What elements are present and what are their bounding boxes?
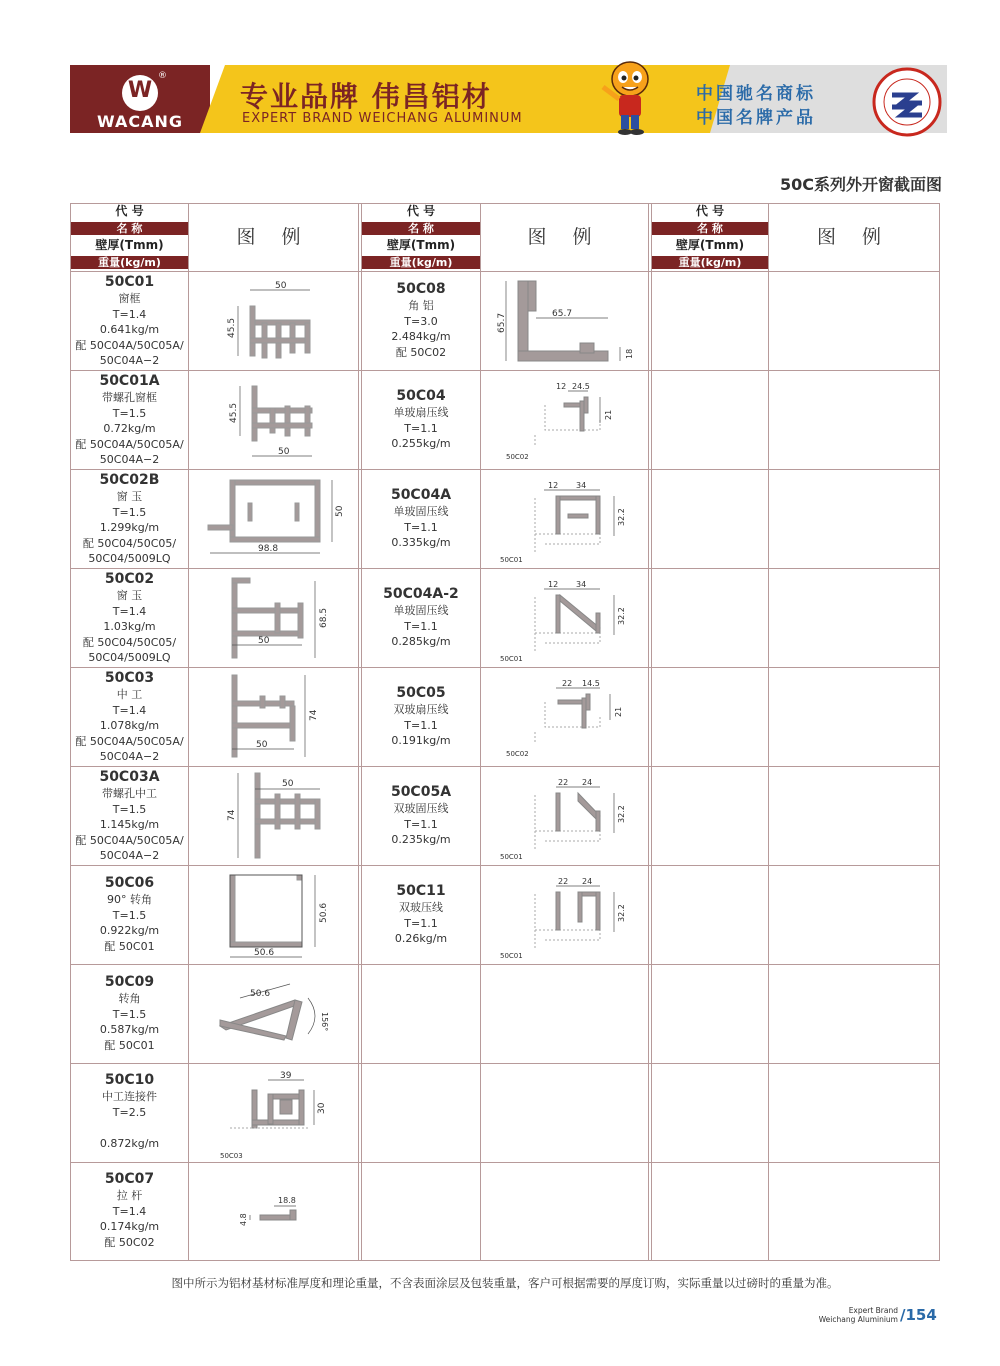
profile-code: 50C05A: [390, 784, 452, 800]
profile-thickness: T=3.0: [404, 314, 438, 328]
dimension-label: 18.8: [278, 1196, 296, 1205]
dimension-label: 50: [275, 281, 287, 291]
grid-line: [70, 1162, 940, 1163]
grid-line: [70, 964, 940, 965]
dimension-label: 50.6: [319, 902, 329, 923]
reference-label: 50C02: [506, 453, 529, 461]
profile-info-50C08: [362, 281, 480, 360]
dimension-label: 34: [576, 580, 587, 589]
dimension-label: 18: [625, 348, 634, 359]
profile-thickness: T=1.1: [404, 718, 438, 732]
profile-name: 带螺孔中工: [102, 787, 157, 800]
profile-drawing-50C10: [210, 1068, 350, 1160]
profile-drawing-50C05: [490, 672, 640, 764]
profile-match: 配 50C01: [104, 939, 155, 953]
profile-weight: 0.922kg/m: [99, 924, 160, 938]
profile-drawing-50C04A: [490, 474, 640, 566]
dimension-label: 50: [258, 636, 270, 646]
grid-line: [358, 203, 359, 1261]
dimension-label: 24: [582, 877, 593, 886]
profile-info-50C11: [362, 883, 480, 947]
profile-match: 配 50C02: [395, 345, 447, 359]
profile-name: 中工连接件: [102, 1090, 157, 1103]
profile-thickness: T=1.5: [112, 802, 147, 816]
header-banner: [70, 63, 947, 135]
profile-weight: 0.255kg/m: [391, 437, 451, 451]
profile-thickness: T=1.1: [404, 421, 438, 435]
profile-thickness: T=1.5: [112, 908, 147, 922]
profile-thickness: T=1.5: [112, 406, 147, 420]
profile-weight: 0.72kg/m: [103, 422, 156, 436]
profile-name: 双玻固压线: [393, 802, 449, 815]
dimension-label: 32.2: [617, 904, 626, 922]
header-code: 代 号: [695, 204, 725, 218]
profile-info-50C01A: [71, 373, 188, 468]
grid-line: [70, 469, 940, 470]
profile-name: 单玻固压线: [393, 604, 449, 617]
profile-thickness: T=1.4: [112, 703, 147, 717]
profile-drawing-50C03: [220, 671, 340, 763]
profile-code: 50C05: [396, 685, 446, 701]
profile-name: 窗 玉: [116, 589, 143, 602]
grid-line: [939, 203, 940, 1261]
profile-name: 窗框: [118, 292, 141, 305]
slogan-chinese: 专业品牌 伟昌铝材: [240, 80, 492, 113]
brand-logo-mark: W: [127, 78, 153, 103]
profile-thickness: T=1.4: [112, 307, 147, 321]
page-title: 50C系列外开窗截面图: [779, 175, 942, 194]
profile-match: 配 50C04A/50C05A/: [75, 833, 184, 847]
profile-match: 配 50C04A/50C05A/: [75, 338, 184, 352]
dimension-label: 50: [278, 447, 290, 457]
profile-match: 50C04A−2: [99, 750, 160, 764]
dimension-label: 50: [282, 779, 294, 789]
profile-weight: 1.078kg/m: [99, 719, 160, 733]
header-weight: 重量(kg/m): [362, 256, 480, 269]
profile-code: 50C04A-2: [383, 586, 459, 602]
dimension-label: 45.5: [227, 317, 237, 338]
profile-code: 50C03A: [99, 769, 160, 785]
dimension-label: 21: [614, 706, 623, 717]
profile-code: 50C09: [104, 974, 155, 990]
grid-line: [768, 203, 769, 1261]
profile-match: 50C04A−2: [99, 453, 160, 467]
profile-weight: 0.641kg/m: [99, 323, 160, 337]
profile-match: 配 50C04/50C05/: [82, 536, 177, 550]
profile-drawing-50C01: [220, 278, 330, 368]
profile-name: 单玻扇压线: [393, 406, 449, 419]
dimension-label: 4.8: [239, 1213, 248, 1226]
dimension-label: 34: [576, 481, 587, 490]
profile-info-50C05: [362, 685, 480, 749]
profile-info-50C04: [362, 388, 480, 452]
profile-thickness: T=1.1: [404, 916, 438, 930]
profile-match: 50C04A−2: [99, 354, 160, 368]
profile-match: 配 50C01: [104, 1038, 155, 1052]
profile-weight: 1.299kg/m: [99, 521, 160, 535]
dimension-label: 65.7: [552, 309, 573, 319]
profile-name: 窗 玉: [116, 490, 143, 503]
profile-weight: 0.285kg/m: [391, 635, 451, 649]
reference-label: 50C01: [500, 556, 523, 564]
dimension-label: 68.5: [319, 607, 329, 628]
registered-mark: ®: [158, 71, 167, 81]
grid-line: [70, 766, 940, 767]
profile-code: 50C04: [396, 388, 446, 404]
profile-info-50C03A: [71, 769, 188, 864]
profile-match: 50C04/5009LQ: [88, 651, 171, 665]
header-group-3: [652, 203, 768, 271]
dimension-label: 74: [227, 809, 237, 821]
dimension-label: 32.2: [617, 805, 626, 823]
dimension-label: 50.6: [254, 948, 275, 958]
dimension-label: 39: [280, 1071, 292, 1081]
profile-name: 90° 转角: [107, 893, 152, 906]
profile-code: 50C01A: [99, 373, 160, 389]
profile-code: 50C03: [104, 670, 155, 686]
profile-weight: 0.872kg/m: [99, 1136, 160, 1150]
grid-line: [648, 203, 649, 1261]
header-group-2: [362, 203, 480, 271]
grid-line: [651, 203, 652, 1261]
header-name: 名 称: [362, 222, 480, 235]
grid-line: [70, 667, 940, 668]
profile-code: 50C06: [104, 875, 155, 891]
dimension-label: 65.7: [497, 312, 507, 333]
profile-weight: 1.145kg/m: [99, 818, 160, 832]
profile-drawing-50C07: [230, 1188, 330, 1238]
profile-info-50C04A-2: [362, 586, 480, 650]
profile-weight: 0.587kg/m: [99, 1023, 160, 1037]
dimension-label: 14.5: [582, 679, 600, 688]
header-legend: 图 例: [527, 226, 602, 248]
header-name: 名 称: [71, 222, 188, 235]
profile-code: 50C01: [104, 274, 155, 290]
profile-drawing-50C04A-2: [490, 573, 640, 665]
dimension-label: 50: [256, 740, 268, 750]
profile-weight: 0.191kg/m: [391, 734, 451, 748]
profile-info-50C04A: [362, 487, 480, 551]
profile-code: 50C10: [104, 1072, 155, 1088]
grid-line: [188, 203, 189, 1261]
dimension-label: 21: [604, 409, 613, 420]
dimension-label: 50.6: [250, 989, 271, 999]
profile-info-50C02B: [71, 472, 188, 567]
profile-weight: 0.26kg/m: [394, 932, 448, 946]
profile-code: 50C11: [396, 883, 446, 899]
slogan-english: EXPERT BRAND WEICHANG ALUMINUM: [242, 111, 523, 126]
profile-drawing-50C01A: [220, 378, 330, 463]
profile-name: 双玻压线: [399, 901, 443, 914]
profile-match: 配 50C04/50C05/: [82, 635, 177, 649]
profile-thickness: T=1.1: [404, 520, 438, 534]
profile-drawing-50C02: [220, 573, 340, 665]
header-code: 代 号: [406, 204, 436, 218]
profile-match: 配 50C02: [104, 1235, 155, 1249]
dimension-label: 22: [562, 679, 573, 688]
profile-match: 配 50C04A/50C05A/: [75, 437, 184, 451]
dimension-label: 24: [582, 778, 593, 787]
profile-info-50C03: [71, 670, 188, 765]
profile-name: 单玻固压线: [393, 505, 449, 518]
profile-code: 50C02: [104, 571, 155, 587]
header-weight: 重量(kg/m): [652, 256, 768, 269]
profile-thickness: T=1.4: [112, 1204, 147, 1218]
profile-drawing-50C02B: [200, 475, 350, 565]
profile-info-50C07: [71, 1171, 188, 1250]
profile-match: 50C04A−2: [99, 849, 160, 863]
header-code: 代 号: [115, 204, 144, 218]
profile-info-50C06: [71, 875, 188, 954]
profile-code: 50C04A: [390, 487, 452, 503]
grid-line: [70, 865, 940, 866]
profile-name: 带螺孔窗框: [102, 391, 157, 404]
profile-weight: 0.174kg/m: [99, 1220, 160, 1234]
profile-match: 配 50C04A/50C05A/: [75, 734, 184, 748]
award-line-2: 中国名牌产品: [696, 108, 816, 128]
profile-drawing-50C11: [490, 870, 640, 962]
china-top-brand-badge-icon: [872, 67, 942, 137]
dimension-label: 30: [317, 1102, 327, 1114]
profile-name: 角 铝: [408, 299, 434, 312]
dimension-label: 24.5: [572, 382, 590, 391]
dimension-label: 32.2: [617, 508, 626, 526]
reference-label: 50C01: [500, 655, 523, 663]
profile-weight: 2.484kg/m: [391, 330, 451, 344]
profile-name: 转角: [118, 992, 141, 1005]
profile-info-50C09: [71, 974, 188, 1053]
profile-code: 50C02B: [99, 472, 160, 488]
header-thickness: 壁厚(Tmm): [95, 238, 164, 252]
dimension-label: 98.8: [258, 544, 279, 554]
profile-thickness: T=1.1: [404, 817, 438, 831]
profile-weight: 0.235kg/m: [391, 833, 451, 847]
header-legend: 图 例: [236, 226, 311, 248]
grid-line: [70, 271, 940, 272]
profile-name: 双玻扇压线: [393, 703, 449, 716]
profile-weight: 1.03kg/m: [103, 620, 156, 634]
dimension-label: 12: [548, 580, 559, 589]
page-number: /154: [900, 1306, 937, 1324]
brand-name: WACANG: [97, 112, 183, 131]
reference-label: 50C01: [500, 952, 523, 960]
profile-weight: 0.335kg/m: [391, 536, 451, 550]
profile-thickness: T=1.5: [112, 505, 147, 519]
footer-brand-line1: Expert Brand: [848, 1306, 898, 1315]
profile-info-50C10: [71, 1072, 188, 1151]
header-name: 名 称: [652, 222, 768, 235]
profile-drawing-50C06: [220, 871, 340, 963]
profile-info-50C02: [71, 571, 188, 666]
profile-thickness: T=1.1: [404, 619, 438, 633]
profile-drawing-50C03A: [220, 769, 340, 863]
profile-drawing-50C05A: [490, 771, 640, 863]
profile-code: 50C08: [396, 281, 446, 297]
dimension-label: 12: [556, 382, 567, 391]
footer-brand-line2: Weichang Aluminium: [818, 1315, 898, 1324]
reference-label: 50C02: [506, 750, 529, 758]
reference-label: 50C03: [220, 1152, 243, 1160]
profile-table: [70, 203, 940, 1261]
footer-brand: [800, 1306, 898, 1324]
dimension-label: 32.2: [617, 607, 626, 625]
header-thickness: 壁厚(Tmm): [386, 238, 456, 252]
grid-line: [480, 203, 481, 1261]
dimension-label: 50: [335, 505, 345, 517]
dimension-label: 74: [309, 709, 319, 721]
award-line-1: 中国驰名商标: [696, 84, 816, 104]
header-weight: 重量(kg/m): [71, 256, 188, 269]
profile-name: 拉 杆: [116, 1189, 143, 1202]
grid-line: [70, 1260, 940, 1261]
profile-info-50C05A: [362, 784, 480, 848]
dimension-label: 22: [558, 877, 569, 886]
dimension-label: 156°: [320, 1012, 329, 1032]
profile-drawing-50C04: [490, 375, 640, 467]
grid-line: [70, 370, 940, 371]
reference-label: 50C01: [500, 853, 523, 861]
grid-line: [70, 568, 940, 569]
profile-spacer: [71, 1120, 188, 1136]
profile-match: 50C04/5009LQ: [88, 552, 171, 566]
dimension-label: 45.5: [229, 402, 239, 423]
profile-thickness: T=2.5: [112, 1105, 147, 1119]
dimension-label: 12: [548, 481, 559, 490]
profile-info-50C01: [71, 274, 188, 369]
profile-thickness: T=1.5: [112, 1007, 147, 1021]
profile-thickness: T=1.4: [112, 604, 147, 618]
profile-drawing-50C09: [210, 978, 350, 1058]
profile-drawing-50C08: [490, 275, 640, 367]
tiger-mascot-icon: [595, 57, 665, 137]
header-legend: 图 例: [816, 226, 892, 248]
footnote: 图中所示为铝材基材标准厚度和理论重量，不含表面涂层及包装重量，客户可根据需要的厚度订购，实际重量以过磅时的重量为准。: [171, 1276, 839, 1290]
brand-logo-panel: [70, 65, 210, 133]
grid-line: [70, 1063, 940, 1064]
profile-code: 50C07: [104, 1171, 155, 1187]
profile-name: 中 工: [116, 688, 143, 701]
header-thickness: 壁厚(Tmm): [675, 238, 745, 252]
dimension-label: 22: [558, 778, 569, 787]
header-group-1: [71, 203, 188, 271]
